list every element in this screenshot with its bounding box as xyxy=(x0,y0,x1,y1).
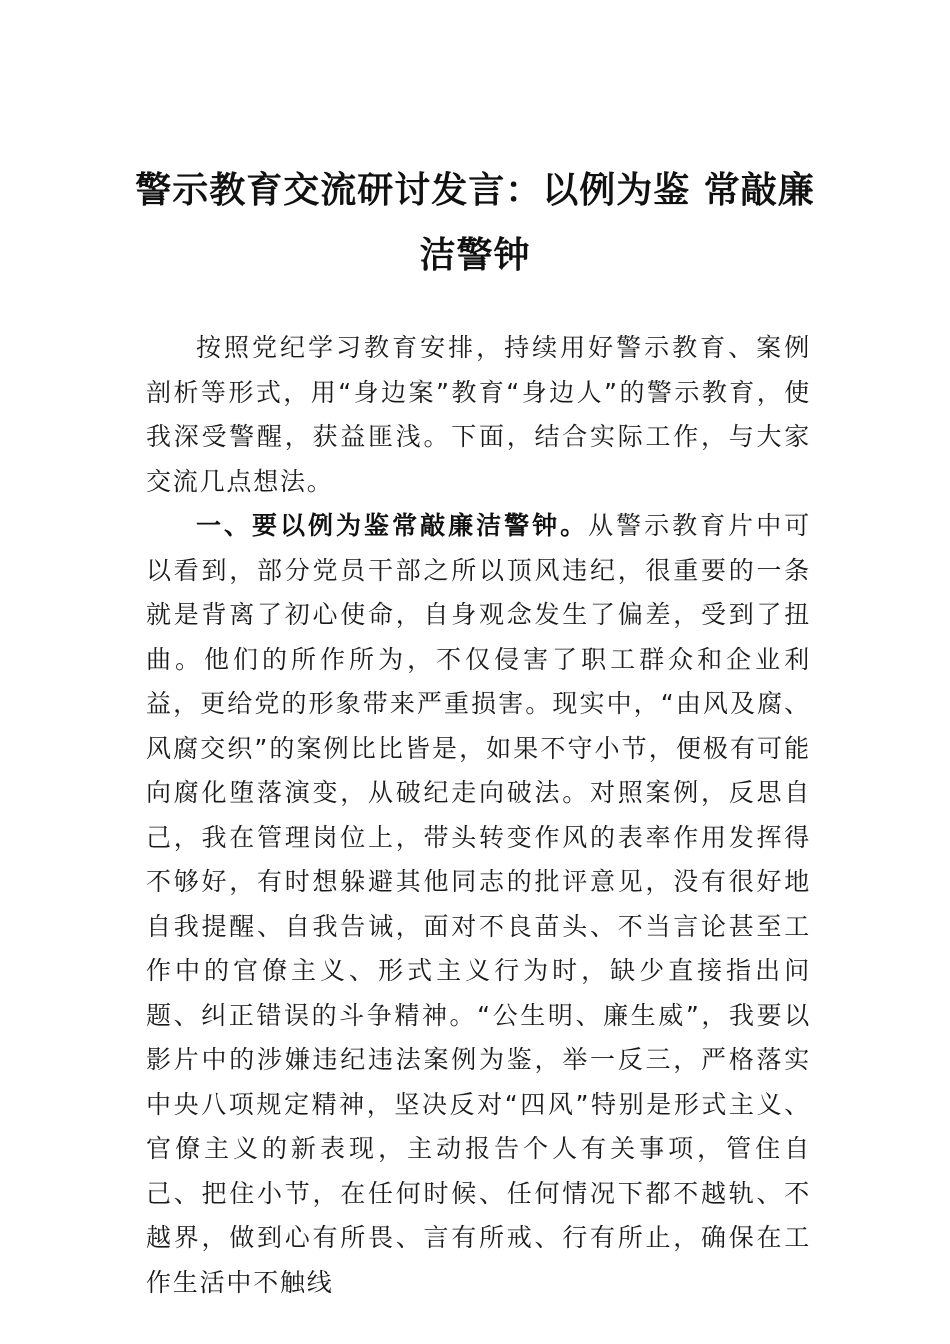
document-body xyxy=(146,326,811,1305)
section-1-heading: 一、要以例为鉴常敲廉洁警钟。 xyxy=(196,511,589,540)
document-title-line-1: 警示教育交流研讨发言：以例为鉴 常敲廉 xyxy=(135,169,815,211)
document-title-line-2: 洁警钟 xyxy=(419,234,531,276)
section-1-paragraph xyxy=(146,504,811,1305)
section-1-body: 从警示教育片中可以看到，部分党员干部之所以顶风违纪，很重要的一条就是背离了初心使命，自身观念发生了偏差，受到了扭曲。他们的所作所为，不仅侵害了职工群众和企业利益，更给党的形象带来严重损害。现实中，“由风及腐、风腐交织”的案例比比皆是，如果不守小节，便极有可能向腐化堕落演变，从破纪走向破法。对照案例，反思自己，我在管理岗位上，带头转变作风的表率作用发挥得不够好，有时想躲避其他同志的批评意见，没有很好地自我提醒、自我告诫，面对不良苗头、不当言论甚至工作中的官僚主义、形式主义行为时，缺少直接指出问题、纠正错误的斗争精神。“公生明、廉生威”，我要以影片中的涉嫌违纪违法案例为鉴，举一反三，严格落实中央八项规定精神，坚决反对“四风”特别是形式主义、官僚主义的新表现，主动报告个人有关事项，管住自己、把住小节，在任何时候、任何情况下都不越轨、不越界，做到心有所畏、言有所戒、行有所止，确保在工作生活中不触线 xyxy=(146,511,812,1297)
intro-paragraph: 按照党纪学习教育安排，持续用好警示教育、案例剖析等形式，用“身边案”教育“身边人”的警示教育，使我深受警醒，获益匪浅。下面，结合实际工作，与大家交流几点想法。 xyxy=(146,333,811,496)
